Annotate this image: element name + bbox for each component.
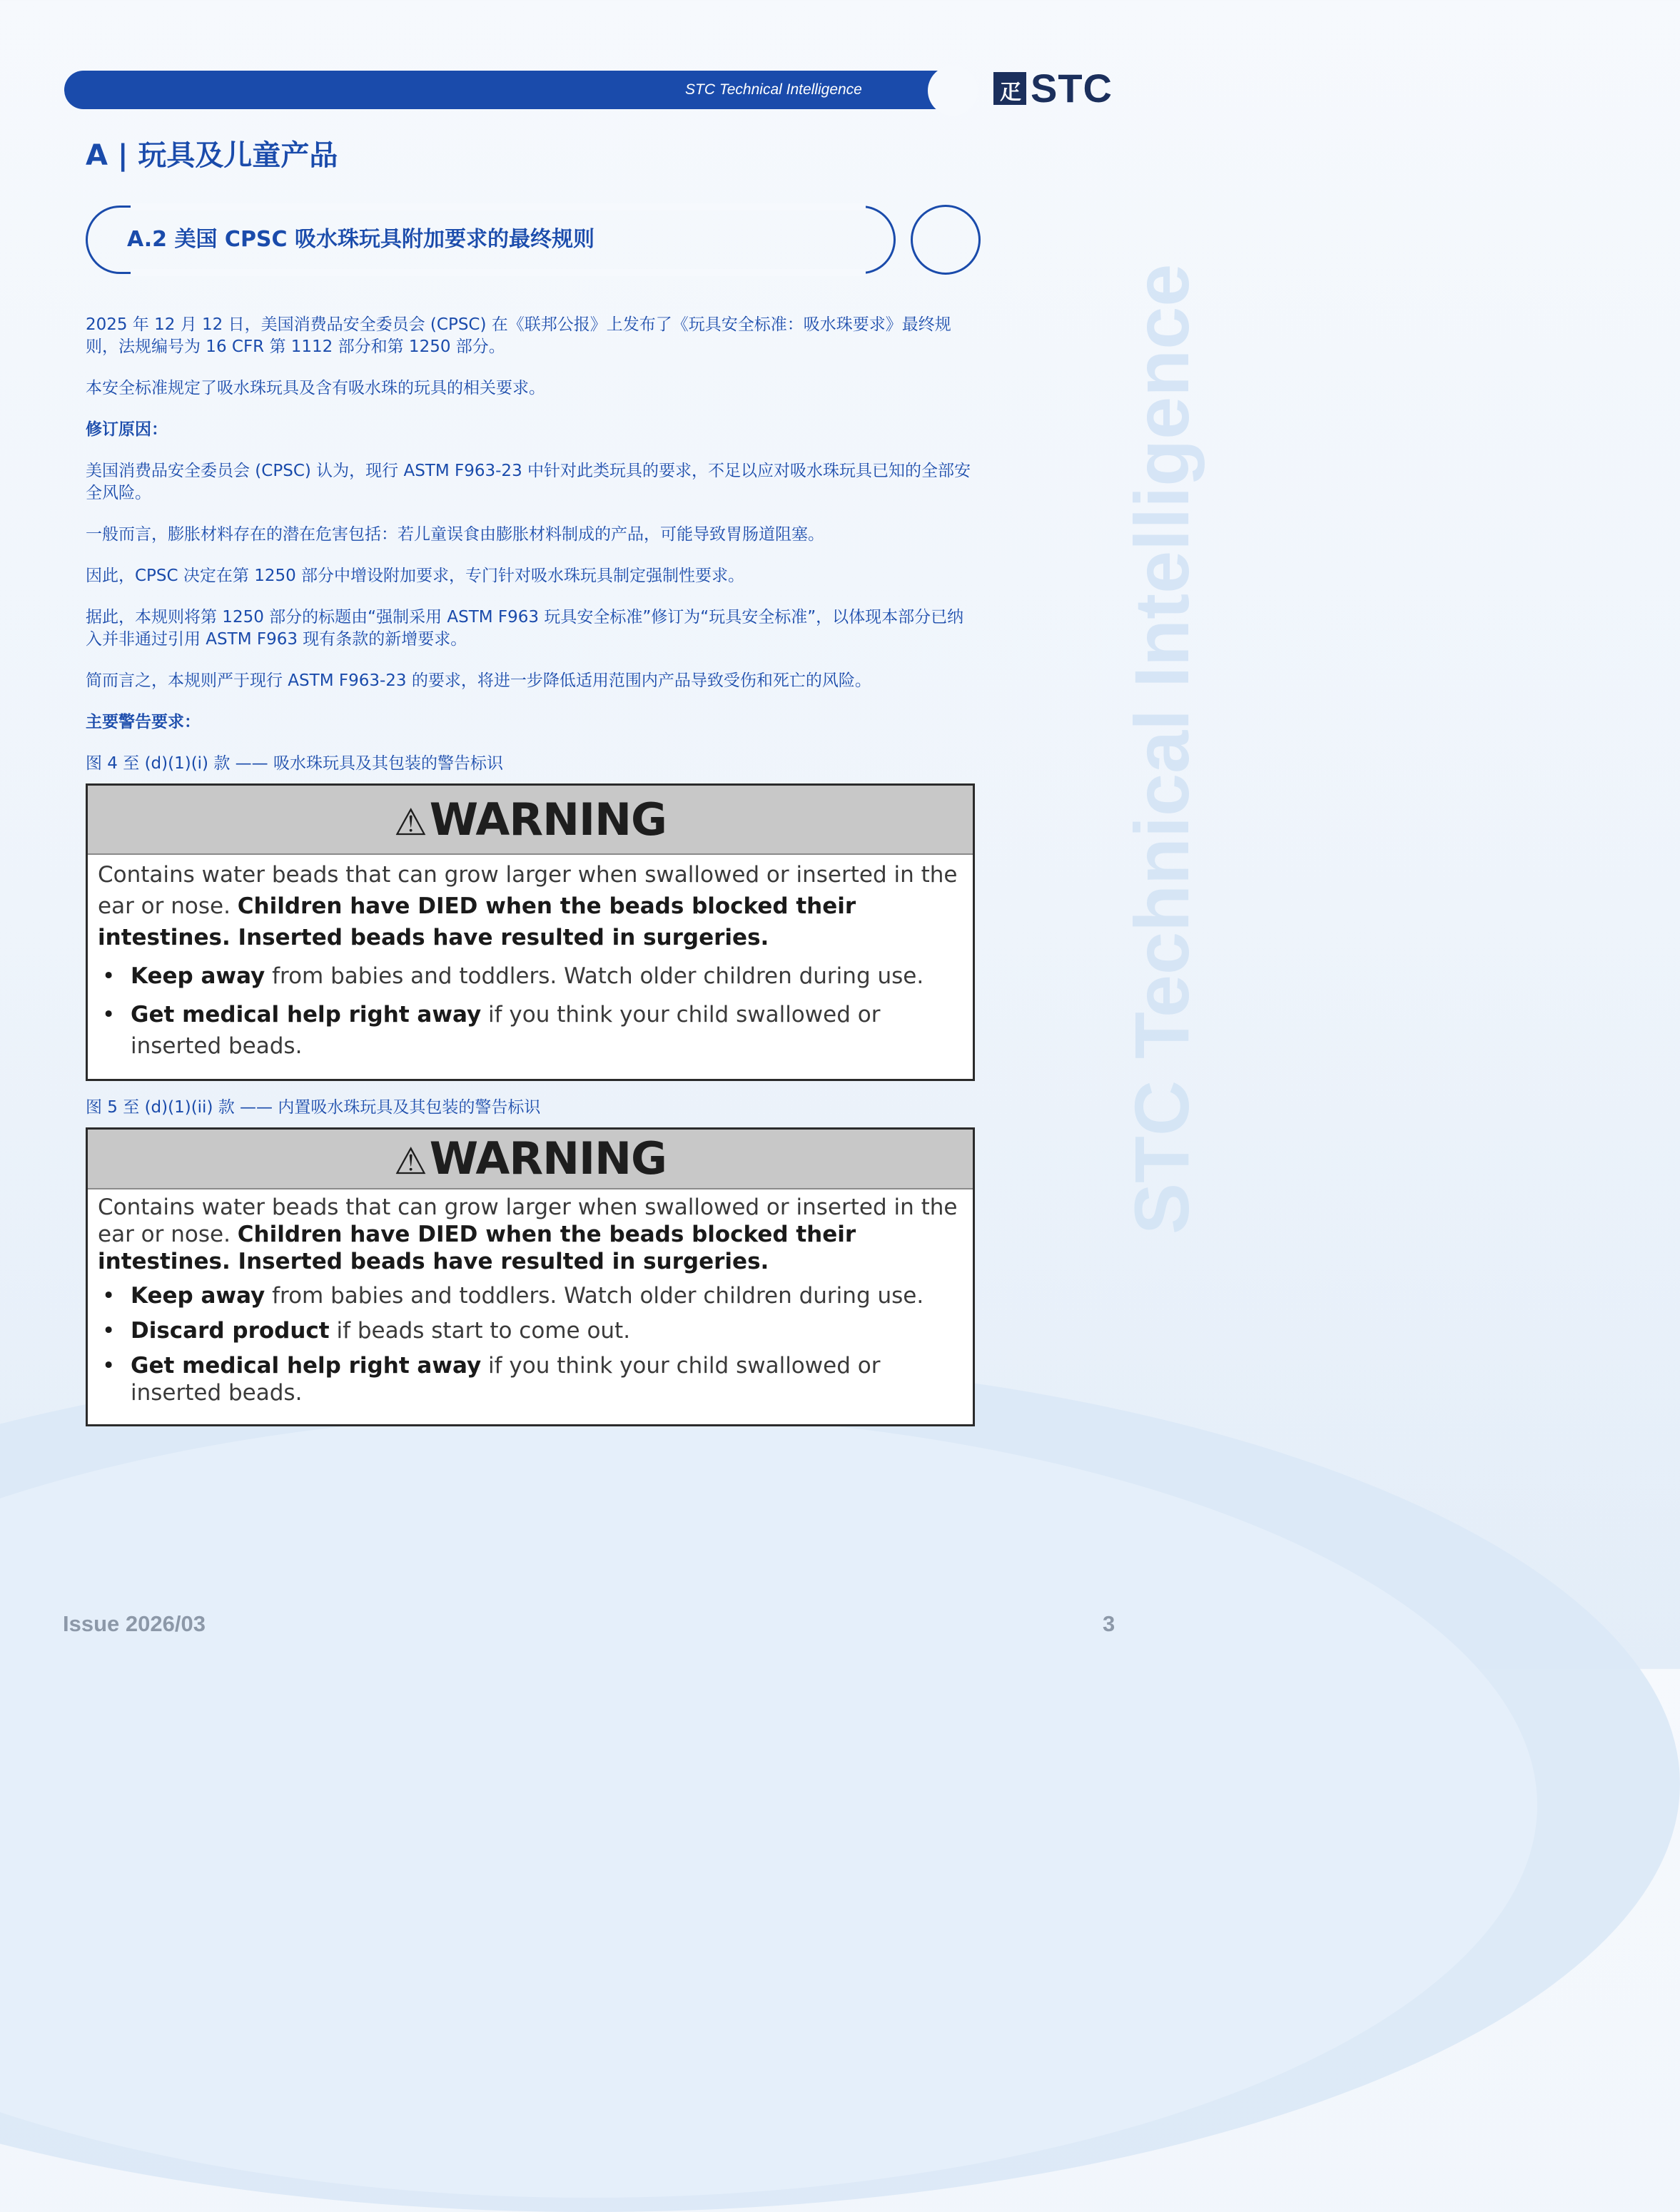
section-title: A | 玩具及儿童产品 xyxy=(86,139,338,172)
page-number: 3 xyxy=(1103,1611,1115,1636)
warning-bullet: • Keep away from babies and toddlers. Watch older children during use. xyxy=(98,1282,963,1309)
footer-issue: Issue 2026/03 xyxy=(63,1611,206,1636)
article-body xyxy=(86,314,974,1442)
header-tagline: STC Technical Intelligence xyxy=(685,81,862,98)
subheading-revision-reason: 修订原因： xyxy=(86,420,168,439)
stc-logo xyxy=(993,66,1113,111)
paragraph: 2025 年 12 月 12 日，美国消费品安全委员会 (CPSC) 在《联邦公报》上发布了《玩具安全标准：吸水珠要求》最终规则，法规编号为 16 CFR 第 1112 部分和第 1250 部分。 xyxy=(86,315,951,356)
warning-label-figure-4 xyxy=(86,783,975,1081)
figure-5-caption: 图 5 至 (d)(1)(ii) 款 —— 内置吸水珠玩具及其包装的警告标识 xyxy=(86,1098,541,1117)
warning-body xyxy=(88,1189,973,1424)
header-bar-cutout xyxy=(928,66,978,116)
watermark-text: STC Technical Intelligence xyxy=(1118,263,1205,1234)
stc-logo-mark-icon: 疋 xyxy=(993,72,1026,105)
warning-bullet: • Discard product if beads start to come out. xyxy=(98,1317,963,1344)
warning-header: ⚠WARNING xyxy=(88,1130,973,1189)
paragraph: 因此，CPSC 决定在第 1250 部分中增设附加要求，专门针对吸水珠玩具制定强制性要求。 xyxy=(86,567,745,585)
warning-bullet: • Get medical help right away if you think your child swallowed or inserted beads. xyxy=(98,999,963,1062)
warning-header: ⚠WARNING xyxy=(88,786,973,855)
paragraph: 简而言之，本规则严于现行 ASTM F963-23 的要求，将进一步降低适用范围内产品导致受伤和死亡的风险。 xyxy=(86,671,871,690)
warning-bullet: • Keep away from babies and toddlers. Watch older children during use. xyxy=(98,960,963,992)
paragraph: 本安全标准规定了吸水珠玩具及含有吸水珠的玩具的相关要求。 xyxy=(86,379,545,397)
warning-bullet: • Get medical help right away if you think your child swallowed or inserted beads. xyxy=(98,1352,963,1406)
paragraph: 一般而言，膨胀材料存在的潜在危害包括：若儿童误食由膨胀材料制成的产品，可能导致胃肠道阻塞。 xyxy=(86,525,824,544)
warning-intro: Contains water beads that can grow larger when swallowed or inserted in the ear or nose. Children have DIED when the beads blocked their intestines. Inserted beads have resulted in surgeries. xyxy=(98,1194,958,1274)
paragraph: 据此，本规则将第 1250 部分的标题由“强制采用 ASTM F963 玩具安全标准”修订为“玩具安全标准”，以体现本部分已纳入并非通过引用 ASTM F963 现有条款的新增要求。 xyxy=(86,608,964,649)
warning-label-figure-5 xyxy=(86,1127,975,1426)
stc-logo-text: STC xyxy=(1031,66,1113,111)
subheading-warning-requirements: 主要警告要求： xyxy=(86,713,201,731)
warning-body xyxy=(88,855,973,1079)
warning-intro: Contains water beads that can grow larger when swallowed or inserted in the ear or nose. Children have DIED when the beads blocked their intestines. Inserted beads have resulted in surgeries. xyxy=(98,862,958,950)
warning-triangle-icon: ⚠ xyxy=(394,801,427,844)
paragraph: 美国消费品安全委员会 (CPSC) 认为，现行 ASTM F963-23 中针对此类玩具的要求，不足以应对吸水珠玩具已知的全部安全风险。 xyxy=(86,462,971,502)
subsection-title: A.2 美国 CPSC 吸水珠玩具附加要求的最终规则 xyxy=(127,227,595,252)
figure-4-caption: 图 4 至 (d)(1)(i) 款 —— 吸水珠玩具及其包装的警告标识 xyxy=(86,754,503,773)
warning-triangle-icon: ⚠ xyxy=(394,1140,427,1183)
decorative-circle xyxy=(911,205,981,275)
